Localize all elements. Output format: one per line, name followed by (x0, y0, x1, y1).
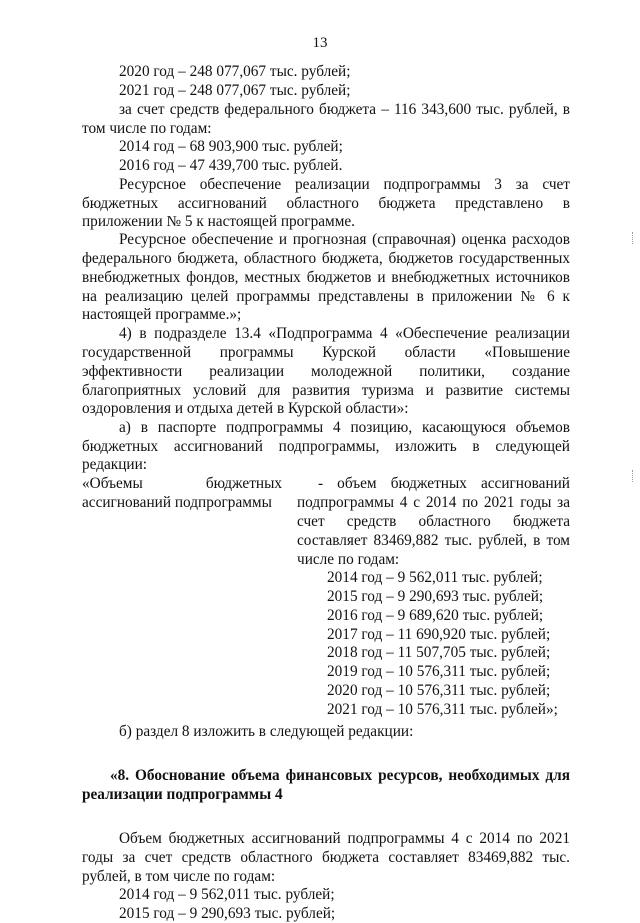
text-line: рублей, в том числе по годам: (82, 868, 276, 885)
year-amount: 2021 год – 10 576,311 тыс. рублей»; (327, 701, 558, 718)
text-line: бюджетных ассигнований областного бюджета представлено в (82, 195, 570, 212)
table-right-cell: числе по годам: (297, 551, 400, 568)
section-heading: «8. Обоснование объема финансовых ресурсов, необходимых для (110, 767, 570, 784)
table-right-cell: - объем бюджетных ассигнований (318, 475, 570, 492)
year-amount: 2016 год – 9 689,620 тыс. рублей; (327, 607, 544, 624)
scan-edge-mark (632, 232, 636, 244)
text-line: Ресурсное обеспечение и прогнозная (справочная) оценка расходов (119, 231, 570, 248)
text-line: государственной программы Курской области «Повышение (82, 344, 570, 361)
text-line: 2016 год – 47 439,700 тыс. рублей. (119, 157, 343, 174)
table-right-cell: подпрограммы 4 с 2014 по 2021 годы за (297, 494, 570, 511)
text-line: редакции: (82, 456, 148, 473)
table-left-cell: «Объемы бюджетных (82, 475, 282, 492)
text-line: годы за счет средств областного бюджета составляет 83469,882 тыс. (82, 849, 570, 866)
text-line: б) раздел 8 изложить в следующей редакции: (119, 723, 414, 740)
page-number: 13 (312, 35, 328, 51)
text-line: 4) в подразделе 13.4 «Подпрограмма 4 «Обеспечение реализации (119, 325, 570, 342)
table-right-cell: счет средств областного бюджета (297, 513, 570, 530)
year-amount: 2014 год – 9 562,011 тыс. рублей; (327, 569, 543, 586)
text-line: 2021 год – 248 077,067 тыс. рублей; (119, 82, 351, 99)
table-right-cell: составляет 83469,882 тыс. рублей, в том (297, 532, 570, 549)
text-line: 2015 год – 9 290,693 тыс. рублей; (119, 905, 336, 922)
text-line: за счет средств федерального бюджета – 116 343,600 тыс. рублей, в (119, 101, 570, 118)
text-line: на реализацию целей программы представлены в приложении № 6 к (82, 288, 570, 305)
text-line: бюджетных ассигнований подпрограммы, изложить в следующей (82, 438, 570, 455)
text-line: Объем бюджетных ассигнований подпрограммы 4 с 2014 по 2021 (119, 830, 570, 847)
year-amount: 2015 год – 9 290,693 тыс. рублей; (327, 588, 544, 605)
text-line: а) в паспорте подпрограммы 4 позицию, касающуюся объемов (119, 419, 570, 436)
year-amount: 2019 год – 10 576,311 тыс. рублей; (327, 663, 551, 680)
text-line: федерального бюджета, областного бюджета, бюджетов государственных (82, 250, 570, 267)
text-line: эффективности реализации молодежной политики, создание (82, 363, 570, 380)
text-line: том числе по годам: (82, 120, 212, 137)
scan-edge-mark (632, 470, 636, 482)
text-line: настоящей программе.»; (82, 306, 242, 323)
text-line: Ресурсное обеспечение реализации подпрограммы 3 за счет (119, 176, 570, 193)
table-left-cell: ассигнований подпрограммы (82, 494, 272, 511)
section-heading: реализации подпрограммы 4 (82, 786, 283, 803)
text-line: 2014 год – 68 903,900 тыс. рублей; (119, 138, 343, 155)
year-amount: 2018 год – 11 507,705 тыс. рублей; (327, 644, 551, 661)
text-line: 2020 год – 248 077,067 тыс. рублей; (119, 63, 351, 80)
text-line: оздоровления и отдыха детей в Курской области»: (82, 400, 409, 417)
text-line: приложении № 5 к настоящей программе. (82, 213, 355, 230)
text-line: благоприятных условий для развития туризма и развитие системы (82, 382, 570, 399)
year-amount: 2017 год – 11 690,920 тыс. рублей; (327, 626, 551, 643)
year-amount: 2020 год – 10 576,311 тыс. рублей; (327, 682, 551, 699)
text-line: внебюджетных фондов, местных бюджетов и внебюджетных источников (82, 269, 570, 286)
text-line: 2014 год – 9 562,011 тыс. рублей; (119, 886, 335, 903)
